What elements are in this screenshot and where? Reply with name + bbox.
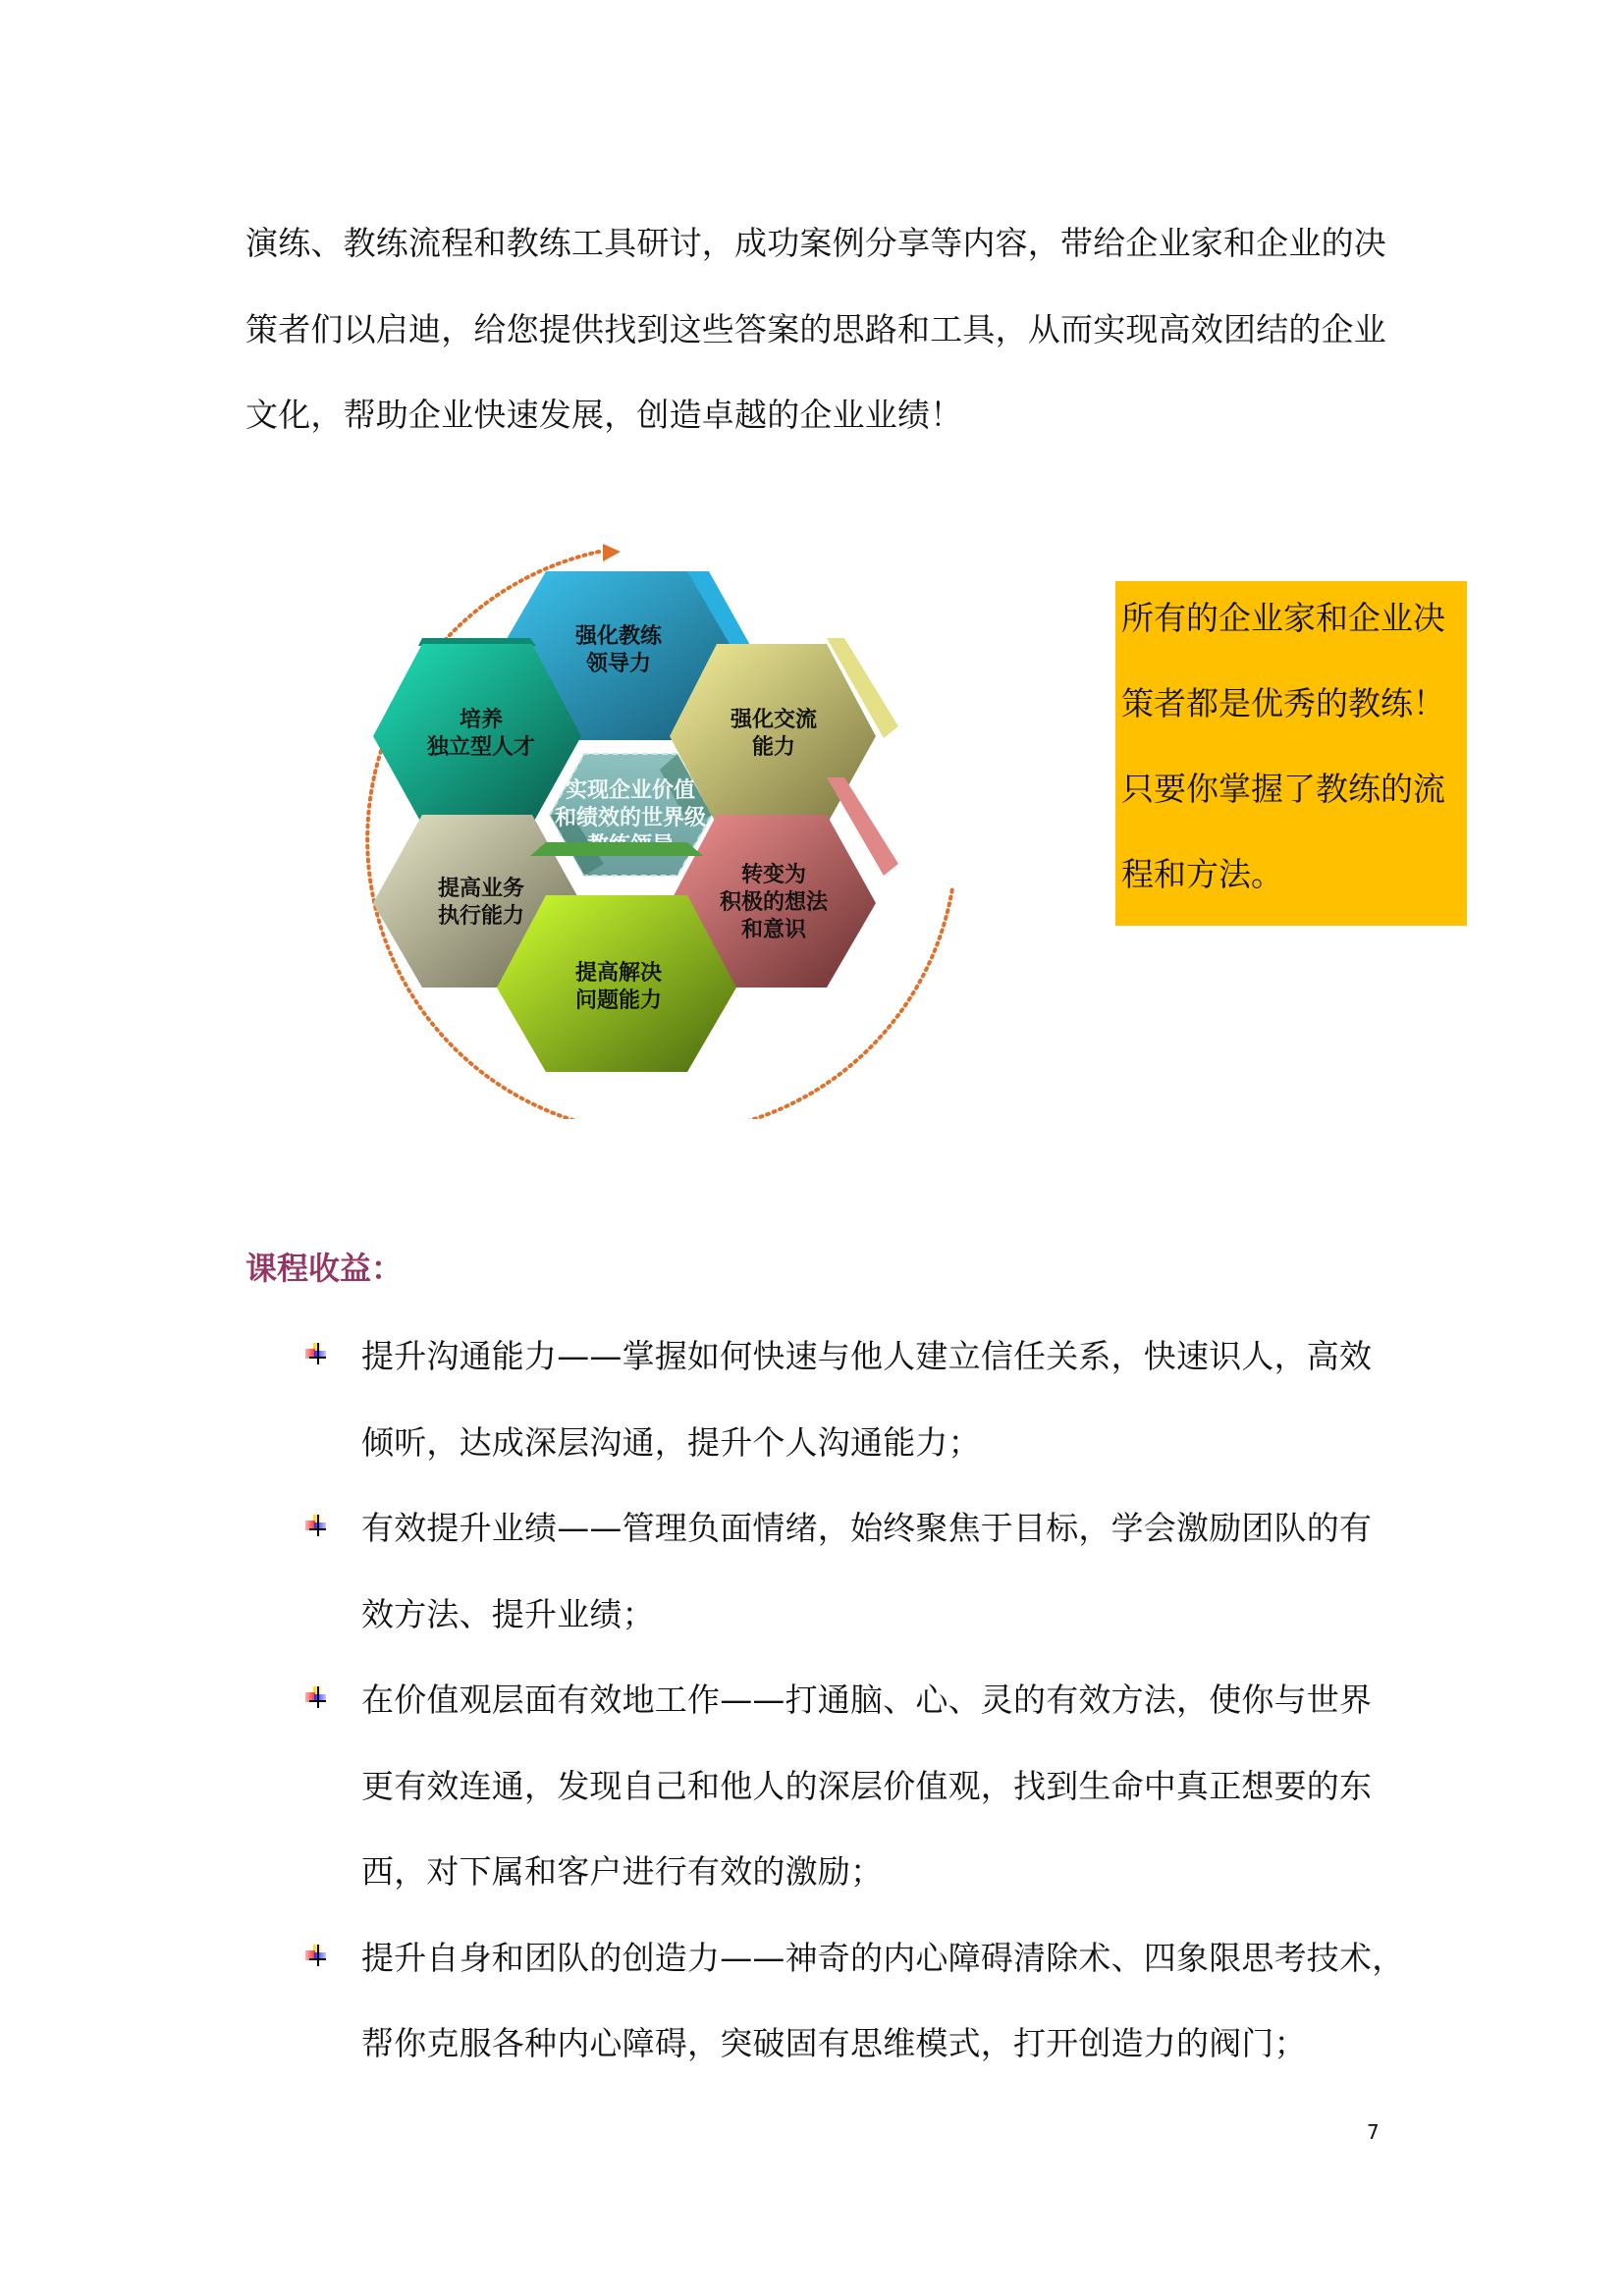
intro-line: 策者们以启迪，给您提供找到这些答案的思路和工具，从而实现高效团结的企业 [245, 310, 1386, 348]
hexagon-top-line: 强化教练 [574, 623, 663, 649]
intro-line: 文化，帮助企业快速发展，创造卓越的企业业绩！ [245, 396, 963, 434]
hexagon-bottom-line: 提高解决 [574, 960, 663, 986]
callout-line: 策者都是优秀的教练！ [1121, 684, 1445, 722]
hexagon-bottom-line: 问题能力 [574, 988, 663, 1013]
callout-line: 只要你掌握了教练的流 [1121, 770, 1445, 808]
hexagon-lower-right-line: 和意识 [740, 917, 807, 942]
benefit-line: 在价值观层面有效地工作——打通脑、心、灵的有效方法，使你与世界 [361, 1681, 1373, 1719]
coaching-hexagon-diagram [324, 530, 972, 1119]
benefit-line: 倾听，达成深层沟通，提升个人沟通能力； [361, 1423, 981, 1462]
benefit-line: 提升沟通能力——掌握如何快速与他人建立信任关系，快速识人，高效 [361, 1337, 1373, 1375]
section-heading: 课程收益： [245, 1250, 404, 1287]
callout-line: 所有的企业家和企业决 [1121, 599, 1445, 637]
hexagon-upper-right-line: 能力 [751, 734, 796, 760]
benefit-line: 效方法、提升业绩； [361, 1595, 655, 1633]
hexagon-center [550, 754, 712, 876]
benefit-line: 西，对下属和客户进行有效的激励； [361, 1852, 884, 1891]
hexagon-upper-left-line: 独立型人才 [426, 734, 536, 760]
intro-line: 演练、教练流程和教练工具研讨，成功案例分享等内容，带给企业家和企业的决 [245, 224, 1386, 262]
callout-line: 程和方法。 [1121, 855, 1283, 893]
bullet-icon [305, 1343, 327, 1364]
bullet-icon [305, 1686, 327, 1708]
hexagon-center-line: 实现企业价值 [565, 777, 696, 803]
hexagon-lower-right-line: 积极的想法 [719, 889, 829, 915]
benefit-line: 有效提升业绩——管理负面情绪，始终聚焦于目标，学会激励团队的有 [361, 1509, 1373, 1547]
hexagon-center-line: 和绩效的世界级 [554, 805, 707, 830]
bullet-icon [305, 1945, 327, 1966]
page-number: 7 [1367, 2120, 1380, 2144]
benefit-line: 更有效连通，发现自己和他人的深层价值观，找到生命中真正想要的东 [361, 1767, 1373, 1805]
bullet-icon [305, 1515, 327, 1536]
hexagon-top-line: 领导力 [585, 651, 652, 676]
hexagon-upper-right-line: 强化交流 [730, 707, 818, 732]
callout-box [1115, 581, 1467, 926]
benefit-line: 帮你克服各种内心障碍，突破固有思维模式，打开创造力的阀门； [361, 2024, 1307, 2062]
hexagon-lower-right-line: 转变为 [740, 862, 807, 887]
hexagon-lower-left-line: 执行能力 [437, 903, 525, 929]
benefit-line: 提升自身和团队的创造力——神奇的内心障碍清除术、四象限思考技术， [361, 1939, 1405, 1977]
hexagon-lower-left-line: 提高业务 [437, 876, 525, 901]
hexagon-upper-left-line: 培养 [459, 707, 504, 732]
